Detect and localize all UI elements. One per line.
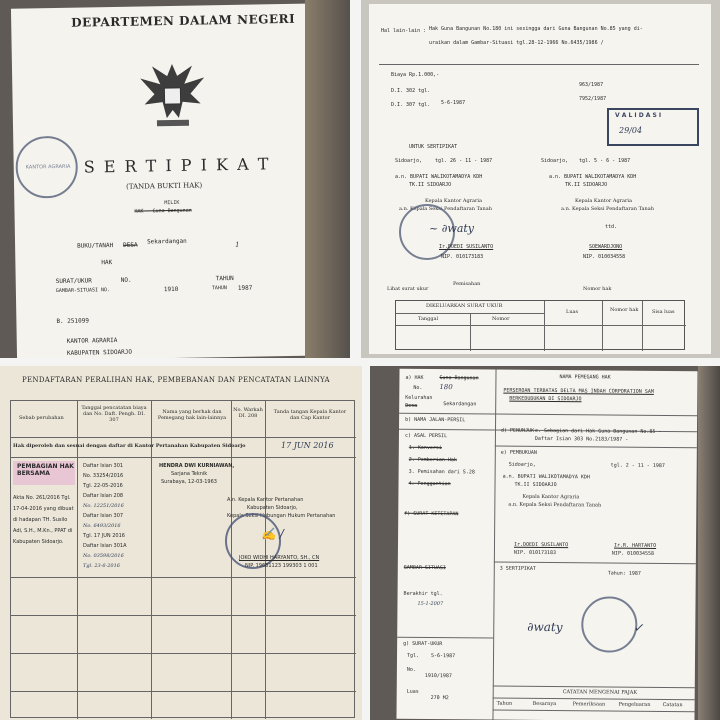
certificate-code: B. 251099 — [56, 317, 89, 326]
certificate-cover-sheet — [11, 3, 333, 358]
surat-ketetapan-label: f) SURAT-KETETAPAN — [404, 510, 459, 518]
official-1-nip: NIP. 010173183 — [441, 254, 484, 260]
official-nip: NIP. 19681123 199303 1 001 — [245, 563, 318, 569]
sertipikat-label: 3 SERTIPIKAT — [499, 565, 536, 572]
signature-2: ∂waty — [527, 619, 563, 635]
untuk-sertipikat-label: UNTUK SERTIPIKAT — [409, 144, 458, 150]
header-pengeluaran: Pengeluaran — [618, 701, 651, 708]
tk-2: TK.II SIDOARJO — [565, 182, 608, 188]
kelurahan-value: Sekardangan — [443, 401, 477, 408]
nomor-hak-label: Nomor hak — [583, 286, 612, 292]
agraria-stamp-2 — [581, 596, 637, 652]
column-sebab: Sebab perubahan — [19, 415, 64, 421]
surat-ukur-date: 5-6-1987 — [431, 652, 456, 660]
tk-1: TK.II SIDOARJO — [409, 182, 452, 188]
surat-ukur-no-label: No. — [406, 666, 416, 673]
daftar-301a-number: No. 03598/2016 — [83, 553, 124, 559]
hal-text: Hak Guna Bangunan No.180 ini sesingga dari Guna Bangunan No.85 yang di- — [429, 26, 643, 32]
surat-ukur-table: DIKELUARKAN SURAT UKUR Tanggal Nomor Luas Nomor hak Sisa luas — [395, 300, 685, 350]
registration-note: Hak diperoleh dan sesuai dengan daftar di Kantor Pertanahan Kabupaten Sidoarjo — [13, 443, 246, 449]
daftar-301-number: No. 33254/2016 — [83, 473, 124, 479]
nip-2: NIP. 010034558 — [611, 550, 655, 557]
biaya-text: Biaya Rp.1.000,- — [391, 72, 440, 78]
daftar-301a: Daftar Isian 301A — [83, 543, 127, 549]
desa-label: DESA — [123, 241, 138, 249]
berakhir-date: 15-1-2007 — [417, 600, 444, 608]
asal-4: 4. Penggantian — [408, 480, 451, 488]
kelurahan-label: Kelurahan — [405, 394, 433, 401]
luas-label: Luas — [406, 688, 419, 695]
column-warkah: No. Warkah DI. 208 — [233, 407, 263, 419]
pemisahan-label: Pemisahan — [453, 281, 481, 287]
holder-title: Sarjana Teknik — [171, 471, 208, 477]
tahun-label: TAHUN — [215, 274, 234, 283]
di-307-date: 5-6-1987 — [441, 100, 466, 106]
header-besarnya: Besarnya — [532, 700, 557, 708]
ttd-label: ttd. — [605, 224, 618, 230]
date-1: tgl. 26 - 11 - 1987 — [435, 158, 493, 164]
transfer-registration-panel — [0, 366, 362, 720]
pembukuan-date: tgl. 2 - 11 - 1987 — [610, 462, 665, 470]
asal-1: 1. Konversi — [408, 444, 442, 452]
di-302-number: 963/1987 — [579, 82, 604, 88]
penunjuk-text-2: Daftar Isian 303 No.2183/1987 - — [534, 435, 629, 443]
transfer-heading: PENDAFTARAN PERALIHAN HAK, PEMBEBANAN DAN PENCATATAN LAINNYA — [22, 376, 330, 384]
holder-name: HENDRA DWI KURNIAWAN, — [159, 463, 235, 469]
date-2: tgl. 5 - 6 - 1987 — [579, 158, 631, 164]
tk-1: TK.II SIDOARJO — [514, 481, 557, 489]
kepala-1: Kepala Kantor Agraria — [522, 493, 580, 501]
kasi-label: Kepala Seksi Hubungan Hukum Pertanahan — [227, 513, 336, 519]
header-catatan: Catatan — [662, 702, 683, 709]
certificate-subtitle: (TANDA BUKTI HAK) — [126, 181, 203, 191]
official-1-name: Ir.DOEDI SUSILANTO — [439, 244, 494, 250]
nama-jalan-label: b) NAMA JALAN-PERSIL — [405, 416, 466, 424]
column-nama: Nama yang berhak dan Pemegang hak lain-lainnya — [157, 409, 227, 421]
asal-2: 2. Pemberian Hak — [408, 456, 457, 464]
gambar-situasi-year: 1987 — [237, 284, 253, 292]
hak-number: 180 — [439, 383, 453, 392]
official-2-nip: NIP. 010034558 — [583, 254, 626, 260]
land-book-panel — [370, 366, 720, 720]
penunjuk-text: e. Sebagian dari Hak Guna Bangunan No.85 - — [534, 427, 662, 435]
page-edge-right — [698, 366, 720, 720]
kabupaten-label: KABUPATEN SIDOARJO — [66, 348, 133, 357]
garuda-emblem-icon — [132, 53, 213, 134]
kelurahan-value: Sekardangan — [146, 237, 187, 246]
holder-birth: Surabaya, 12-03-1963 — [161, 479, 217, 485]
surat-ukur-label: SURAT/UKUR — [55, 277, 92, 286]
kepala-1: Kepala Kantor Agraria — [425, 198, 482, 204]
pemegang-domicile: BERKEDUDUKAN DI SIDOARJO — [509, 395, 582, 403]
nip-1: NIP. 010173183 — [513, 549, 557, 557]
di-302-label: D.I. 302 tgl. — [391, 88, 431, 94]
header-pemeriksaan: Pemeriksaan — [572, 701, 606, 708]
luas-value: 270 M2 — [430, 694, 449, 702]
pemegang-name: PERSEROAN TERBATAS DELTA MAS INDAH CORPORATION SAM — [503, 387, 654, 395]
kasi-1: a.n. Kepala Seksi Pendaftaran Tanah — [508, 501, 602, 509]
surat-ukur-number: 1910/1987 — [424, 672, 452, 680]
validasi-stamp: V A L I D A S I 29/04 — [607, 108, 699, 146]
signature-1: ~ ∂waty — [429, 222, 475, 235]
pembukuan-label: e) PEMBUKUAN — [500, 449, 537, 456]
gambar-situasi-label: GAMBAR-SITUASI NO. — [55, 287, 111, 295]
milik-label: MILIK — [164, 199, 180, 207]
page-edge — [305, 0, 350, 358]
signature-official: ✍ / — [261, 527, 284, 541]
kasi-1: a.n. Kepala Seksi Pendaftaran Tanah — [399, 206, 492, 212]
daftar-307-number: No. 6493/2016 — [83, 523, 121, 529]
validation-sheet — [369, 4, 711, 354]
di-307-number: 7952/1987 — [579, 96, 607, 102]
no-label: NO. — [120, 276, 132, 284]
daftar-301: Daftar Isian 301 — [83, 463, 124, 469]
gambar-situasi-number: 1910 — [163, 285, 179, 294]
certificate-validation-panel — [361, 0, 720, 358]
column-tanggal: Tanggal pencatatan biaya dan No. Daft. Pengh. DI. 307 — [81, 405, 147, 423]
signature-3: ✓ — [633, 620, 644, 635]
place-2: Sidoarjo, — [541, 158, 569, 164]
hal-text-2: uraikan dalam Gambar-Situasi tgl.28-12-1966 No.6435/1986 / — [429, 40, 604, 46]
land-book-sheet — [396, 369, 697, 720]
gambar-situasi-tahun: TAHUN — [211, 285, 227, 292]
buku-tanah-label: BUKU/TANAH — [77, 242, 114, 250]
bupati-1: a.n. BUPATI WALIKOTAMADYA KDH — [502, 473, 590, 481]
catatan-pajak-label: CATATAN MENGENAI PAJAK — [562, 689, 638, 696]
place-1: Sidoarjo, — [395, 158, 423, 164]
agraria-stamp: KANTOR AGRARIA — [15, 136, 78, 199]
header-tahun: Tahun — [496, 700, 513, 707]
daftar-301-date: Tgl. 22-05-2016 — [83, 483, 123, 489]
hak-label: a) HAK — [405, 374, 424, 381]
handwritten-date: 17 JUN 2016 — [281, 441, 334, 450]
desa-label: Desa — [405, 402, 418, 409]
asal-persil-label: c) ASAL PERSIL — [404, 432, 448, 440]
pembukuan-place: Sidoarjo, — [508, 461, 536, 468]
daftar-208: Daftar Isian 208 — [83, 493, 124, 499]
official-2: Ir.R. HARTANTO — [613, 542, 657, 549]
hal-label: Hal lain-lain : — [381, 28, 427, 34]
kabupaten-label: Kabupaten Sidoarjo, — [247, 505, 298, 511]
official-name: JOKO WIDHI HARYANTO, SH., CN — [239, 555, 320, 561]
bupati-1: a.n. BUPATI WALIKOTAMADYA KDH — [395, 174, 483, 180]
hak-name: Guna Bangunan — [439, 375, 479, 382]
certificate-title: S E R T I P I K A T — [83, 154, 271, 177]
daftar-208-number: No. 12251/2016 — [83, 503, 124, 509]
daftar-301a-date: Tgl. 23-6-2016 — [83, 563, 120, 569]
berakhir-label: Berakhir tgl. — [403, 590, 443, 598]
penunjuk-label: d) PENUNJUK — [500, 427, 535, 434]
surat-ukur-tgl-label: Tgl. — [407, 652, 420, 659]
surat-ukur-label: g) SURAT-UKUR — [403, 640, 443, 648]
kantor-label: KANTOR AGRARIA — [66, 336, 118, 345]
transfer-reason: PEMBAGIAN HAK BERSAMA — [17, 463, 74, 477]
sertipikat-year: Tahun: 1987 — [607, 570, 641, 577]
daftar-307: Daftar Isian 307 — [83, 513, 124, 519]
column-tanda-tangan: Tanda tangan Kepala Kantor dan Cap Kantor — [273, 409, 347, 421]
department-header: DEPARTEMEN DALAM NEGERI — [71, 11, 296, 30]
daftar-307-date: Tgl. 17 JUN 2016 — [83, 533, 125, 539]
official-1: Ir.DOEDI SUSILANTO — [513, 541, 569, 549]
certificate-cover-panel — [0, 0, 350, 358]
lihat-label: Lihat surat ukur — [387, 286, 429, 292]
pemegang-label: NAMA PEMEGANG HAK — [559, 374, 611, 381]
official-2-name: SOEWARDJONO — [589, 244, 623, 250]
kepala-kantor: A.n. Kepala Kantor Pertanahan — [227, 497, 304, 503]
asal-3: 3. Pemisahan dari S.28 — [408, 468, 475, 476]
nomor-value: 1 — [235, 240, 240, 249]
kepala-2: Kepala Kantor Agraria — [575, 198, 632, 204]
no-label: No. — [413, 384, 423, 391]
transfer-reason-detail: Akta No. 261/2016 Tgl. 17-04-2016 yang dibuat di hadapan TH. Susilo Adi, S.H., M.Kn., PPAT di Kabupaten Sidoarjo. — [13, 495, 74, 545]
di-307-label: D.I. 307 tgl. — [391, 102, 431, 108]
kasi-2: a.n. Kepala Seksi Pendaftaran Tanah — [561, 206, 654, 212]
hak-type: HAK - Guna Bangunan — [134, 207, 192, 215]
bupati-2: a.n. BUPATI WALIKOTAMADYA KDH — [549, 174, 637, 180]
gambar-situasi-label: GAMBAR-SITUASI — [403, 564, 446, 572]
hak-label: HAK — [101, 259, 113, 267]
transfer-table — [10, 400, 355, 718]
